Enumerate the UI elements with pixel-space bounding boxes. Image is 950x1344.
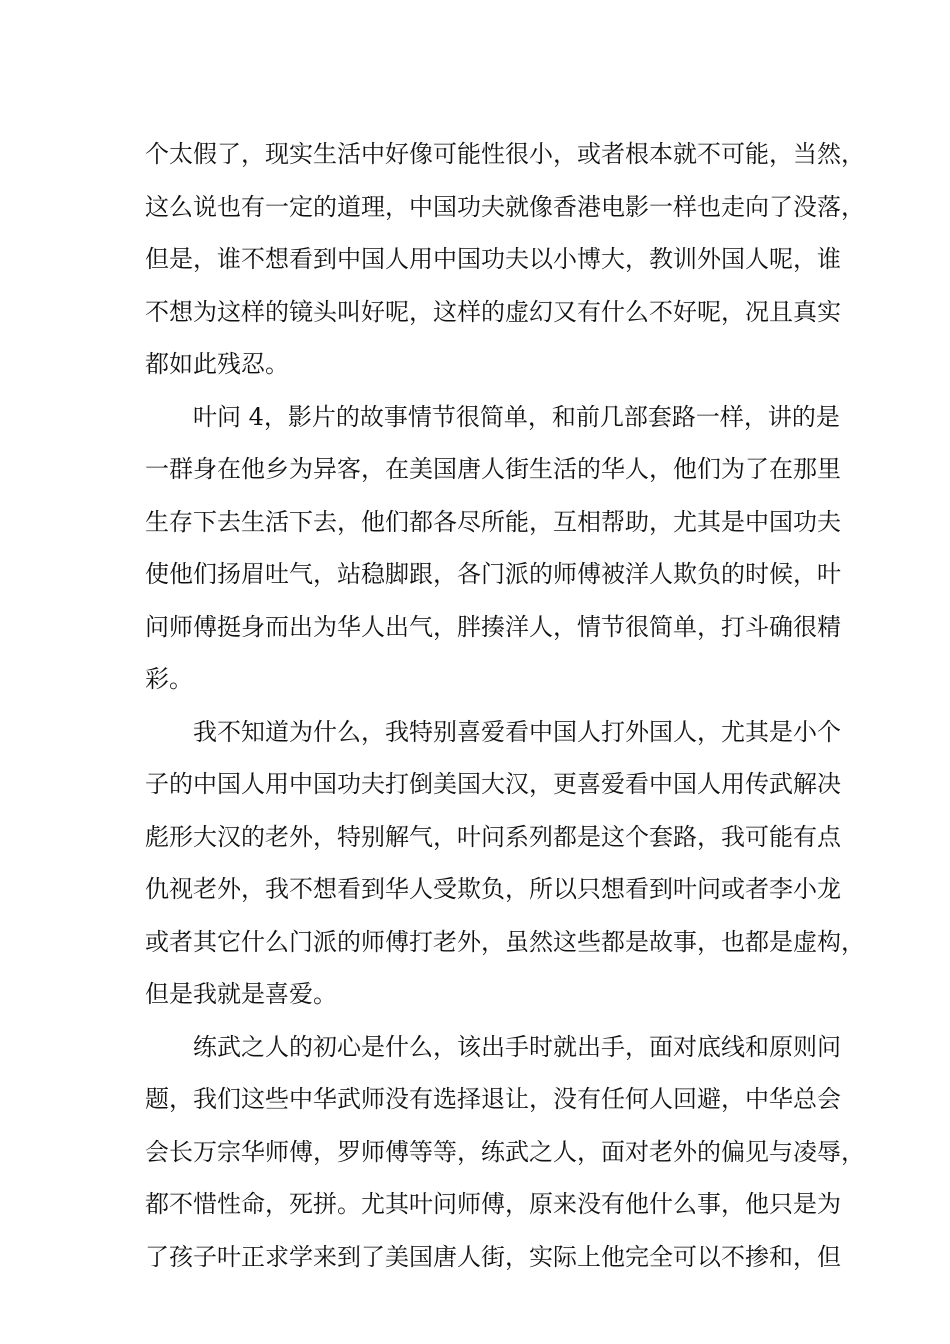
text-line: 子的中国人用中国功夫打倒美国大汉，更喜爱看中国人用传武解决 <box>145 770 841 798</box>
text-line: 都不惜性命，死拼。尤其叶问师傅，原来没有他什么事，他只是为 <box>145 1190 841 1218</box>
paragraph-2 <box>145 391 841 706</box>
text-line: 彩。 <box>145 665 193 693</box>
text-line: 我不知道为什么，我特别喜爱看中国人打外国人，尤其是小个 <box>193 717 841 746</box>
paragraph-3 <box>145 706 865 1021</box>
text-line: 了孩子叶正求学来到了美国唐人街，实际上他完全可以不掺和，但 <box>145 1242 841 1271</box>
text-line: 叶问 4，影片的故事情节很简单，和前几部套路一样，讲的是 <box>193 402 840 431</box>
text-line: 都如此残忍。 <box>145 350 289 378</box>
text-line: 不想为这样的镜头叫好呢，这样的虚幻又有什么不好呢，况且真实 <box>145 297 841 326</box>
text-line: 使他们扬眉吐气，站稳脚跟，各门派的师傅被洋人欺负的时候，叶 <box>145 560 841 588</box>
text-line: 彪形大汉的老外，特别解气，叶问系列都是这个套路，我可能有点 <box>145 822 841 851</box>
text-line: 问师傅挺身而出为华人出气，胖揍洋人，情节很简单，打斗确很精 <box>145 612 841 641</box>
text-line: 练武之人的初心是什么，该出手时就出手，面对底线和原则问 <box>193 1032 841 1061</box>
document-body <box>145 128 865 1283</box>
paragraph-1 <box>145 128 865 391</box>
text-line: 这么说也有一定的道理，中国功夫就像香港电影一样也走向了没落， <box>145 192 865 221</box>
paragraph-4 <box>145 1021 865 1284</box>
text-line: 一群身在他乡为异客，在美国唐人街生活的华人，他们为了在那里 <box>145 455 841 483</box>
text-line: 仇视老外，我不想看到华人受欺负，所以只想看到叶问或者李小龙 <box>145 875 841 903</box>
text-line: 题，我们这些中华武师没有选择退让，没有任何人回避，中华总会 <box>145 1085 841 1113</box>
text-line: 但是我就是喜爱。 <box>145 980 337 1008</box>
text-line: 或者其它什么门派的师傅打老外，虽然这些都是故事，也都是虚构， <box>145 927 865 956</box>
text-line: 个太假了，现实生活中好像可能性很小，或者根本就不可能，当然， <box>145 140 865 168</box>
text-line: 会长万宗华师傅，罗师傅等等，练武之人，面对老外的偏见与凌辱， <box>145 1137 865 1166</box>
text-line: 生存下去生活下去，他们都各尽所能，互相帮助，尤其是中国功夫 <box>145 507 841 536</box>
text-line: 但是，谁不想看到中国人用中国功夫以小博大，教训外国人呢，谁 <box>145 245 841 273</box>
